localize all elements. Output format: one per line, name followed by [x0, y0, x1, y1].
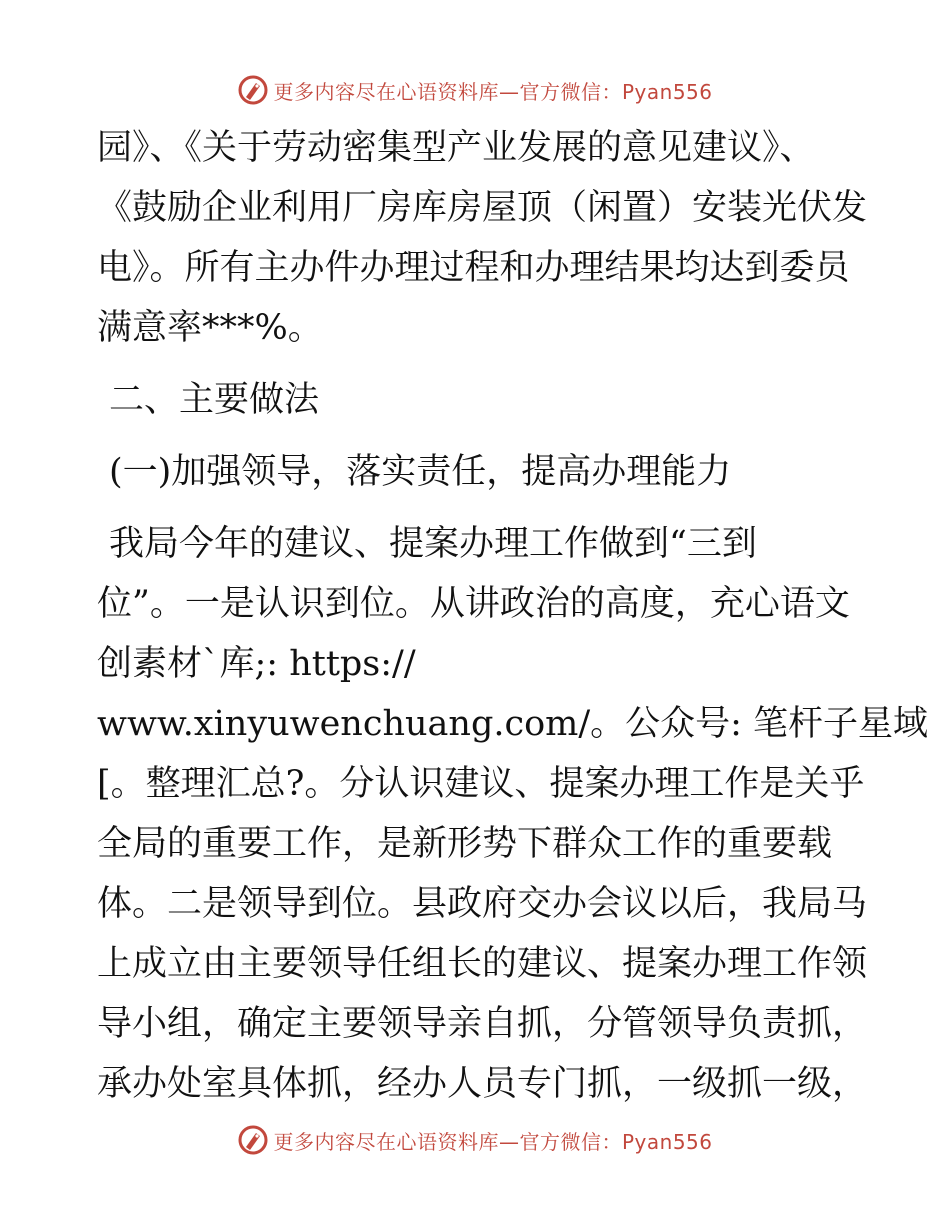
text-line: 导小组，确定主要领导亲自抓，分管领导负责抓， — [97, 1004, 868, 1044]
wechat-id: Pyan556 — [621, 79, 713, 104]
header-banner — [0, 70, 950, 110]
text-line: [。整理汇总?。分认识建议、提案办理工作是关乎 — [97, 764, 865, 804]
pen-nib-logo-icon — [237, 1124, 269, 1156]
text-line: 上成立由主要领导任组长的建议、提案办理工作领 — [97, 944, 868, 984]
text-line: 园》、《关于劳动密集型产业发展的意见建议》、 — [97, 128, 815, 168]
pen-nib-logo-icon — [237, 74, 269, 106]
footer-banner — [0, 1120, 950, 1160]
text-line: 位”。一是认识到位。从讲政治的高度，充心语文 — [97, 584, 850, 624]
text-line: 满意率***%。 — [97, 308, 323, 348]
banner-text — [273, 1126, 712, 1155]
banner-label: 更多内容尽在心语资料库—官方微信： — [273, 1129, 622, 1154]
wechat-id: Pyan556 — [621, 1129, 713, 1154]
text-line: 全局的重要工作，是新形势下群众工作的重要载 — [97, 824, 833, 864]
section-heading: 二、主要做法 — [109, 380, 320, 420]
text-line: 体。二是领导到位。县政府交办会议以后，我局马 — [97, 884, 868, 924]
text-line: 《鼓励企业利用厂房库房屋顶（闲置）安装光伏发 — [97, 188, 868, 228]
text-line: 创素材`库;: https:// — [97, 644, 416, 684]
text-line: www.xinyuwenchuang.com/。公众号: 笔杆子星域 — [97, 704, 929, 744]
document-body — [97, 118, 929, 1114]
text-line: 承办处室具体抓，经办人员专门抓，一级抓一级， — [97, 1064, 868, 1104]
banner-text — [273, 76, 712, 105]
banner-label: 更多内容尽在心语资料库—官方微信： — [273, 79, 622, 104]
subsection-heading: (一)加强领导，落实责任，提高办理能力 — [109, 452, 732, 492]
text-line: 电》。所有主办件办理过程和办理结果均达到委员 — [97, 248, 850, 288]
text-line: 我局今年的建议、提案办理工作做到“三到 — [109, 524, 757, 564]
